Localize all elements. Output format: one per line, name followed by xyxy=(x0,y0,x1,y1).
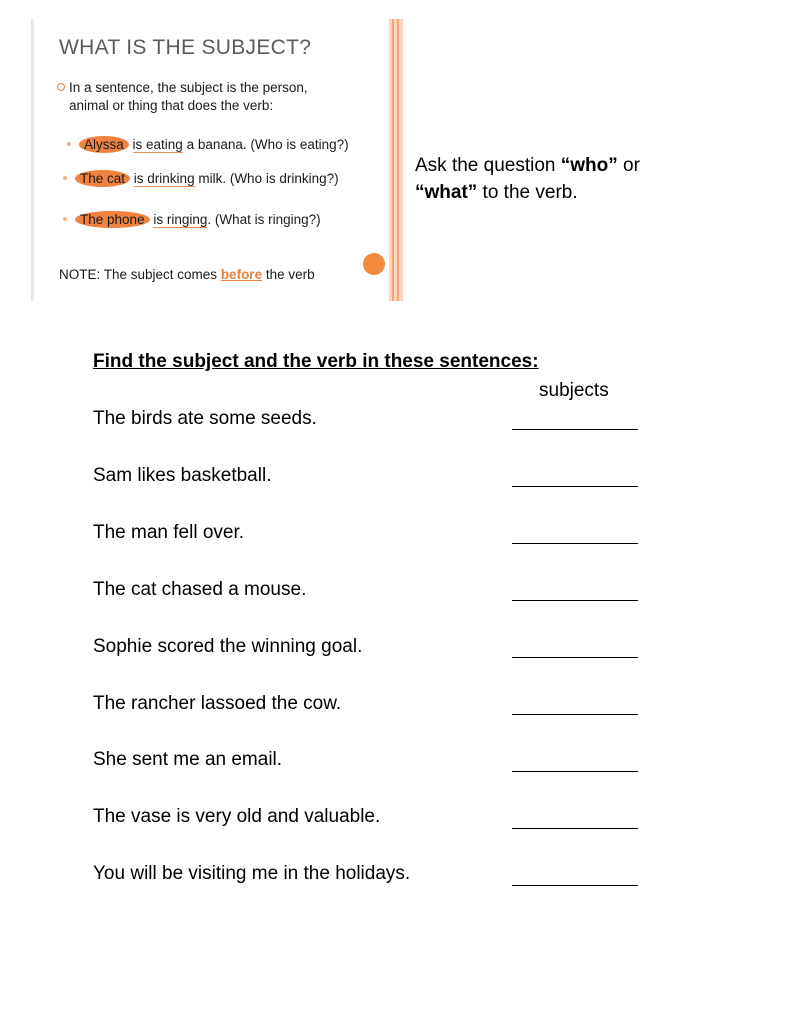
sentence-1: The birds ate some seeds. xyxy=(93,408,317,429)
ask-what: “what” xyxy=(415,182,478,203)
example-rest: . (What is ringing?) xyxy=(207,212,321,227)
answer-blank-7[interactable] xyxy=(512,771,638,772)
sentence-7: She sent me an email. xyxy=(93,749,283,770)
sentence-3: The man fell over. xyxy=(93,522,245,543)
answer-blank-9[interactable] xyxy=(512,885,638,886)
bullet-dot-icon xyxy=(67,142,71,146)
sentence-5: Sophie scored the winning goal. xyxy=(93,636,363,657)
example-verb: is drinking xyxy=(133,171,195,186)
sentence-9: You will be visiting me in the holidays. xyxy=(93,863,411,884)
slide-title: WHAT IS THE SUBJECT? xyxy=(59,36,312,59)
example-sentence-3 xyxy=(75,211,321,228)
intro-line-1: In a sentence, the subject is the person, xyxy=(69,80,308,95)
slide-decorative-dot xyxy=(363,253,385,275)
ask-part-1: Ask the question xyxy=(415,155,561,176)
example-rest: milk. (Who is drinking?) xyxy=(194,171,339,186)
example-sentence-1 xyxy=(79,136,349,153)
sentence-6: The rancher lassoed the cow. xyxy=(93,693,342,714)
answer-blank-6[interactable] xyxy=(512,714,638,715)
note-prefix: NOTE: The subject comes xyxy=(59,267,221,282)
example-subject: The phone xyxy=(75,211,150,228)
slide-left-border xyxy=(31,19,34,301)
answer-blank-1[interactable] xyxy=(512,429,638,430)
subjects-column-label: subjects xyxy=(539,380,609,401)
example-subject: Alyssa xyxy=(79,136,129,153)
ask-question-tip xyxy=(415,152,715,206)
slide-decorative-strip xyxy=(389,19,403,301)
example-verb: is ringing xyxy=(153,212,208,227)
answer-blank-5[interactable] xyxy=(512,657,638,658)
answer-blank-8[interactable] xyxy=(512,828,638,829)
answer-blank-3[interactable] xyxy=(512,543,638,544)
worksheet-heading: Find the subject and the verb in these sentences: xyxy=(93,351,539,372)
note-suffix: the verb xyxy=(262,267,315,282)
example-subject: The cat xyxy=(75,170,130,187)
ask-part-2: or xyxy=(617,155,640,176)
sentence-2: Sam likes basketball. xyxy=(93,465,272,486)
intro-line-2: animal or thing that does the verb: xyxy=(69,98,274,113)
note-highlight: before xyxy=(220,267,263,282)
bullet-dot-icon xyxy=(63,176,67,180)
bullet-dot-icon xyxy=(63,217,67,221)
answer-blank-2[interactable] xyxy=(512,486,638,487)
ask-who: “who” xyxy=(560,155,618,176)
answer-blank-4[interactable] xyxy=(512,600,638,601)
example-sentence-2 xyxy=(75,170,339,187)
sentence-4: The cat chased a mouse. xyxy=(93,579,307,600)
example-rest: a banana. (Who is eating?) xyxy=(182,137,349,152)
slide-intro xyxy=(57,79,347,115)
bullet-circle-icon xyxy=(57,83,65,91)
example-verb: is eating xyxy=(132,137,183,152)
slide-note xyxy=(59,267,315,282)
lesson-slide xyxy=(31,19,403,301)
ask-part-3: to the verb. xyxy=(477,182,578,203)
sentence-8: The vase is very old and valuable. xyxy=(93,806,381,827)
